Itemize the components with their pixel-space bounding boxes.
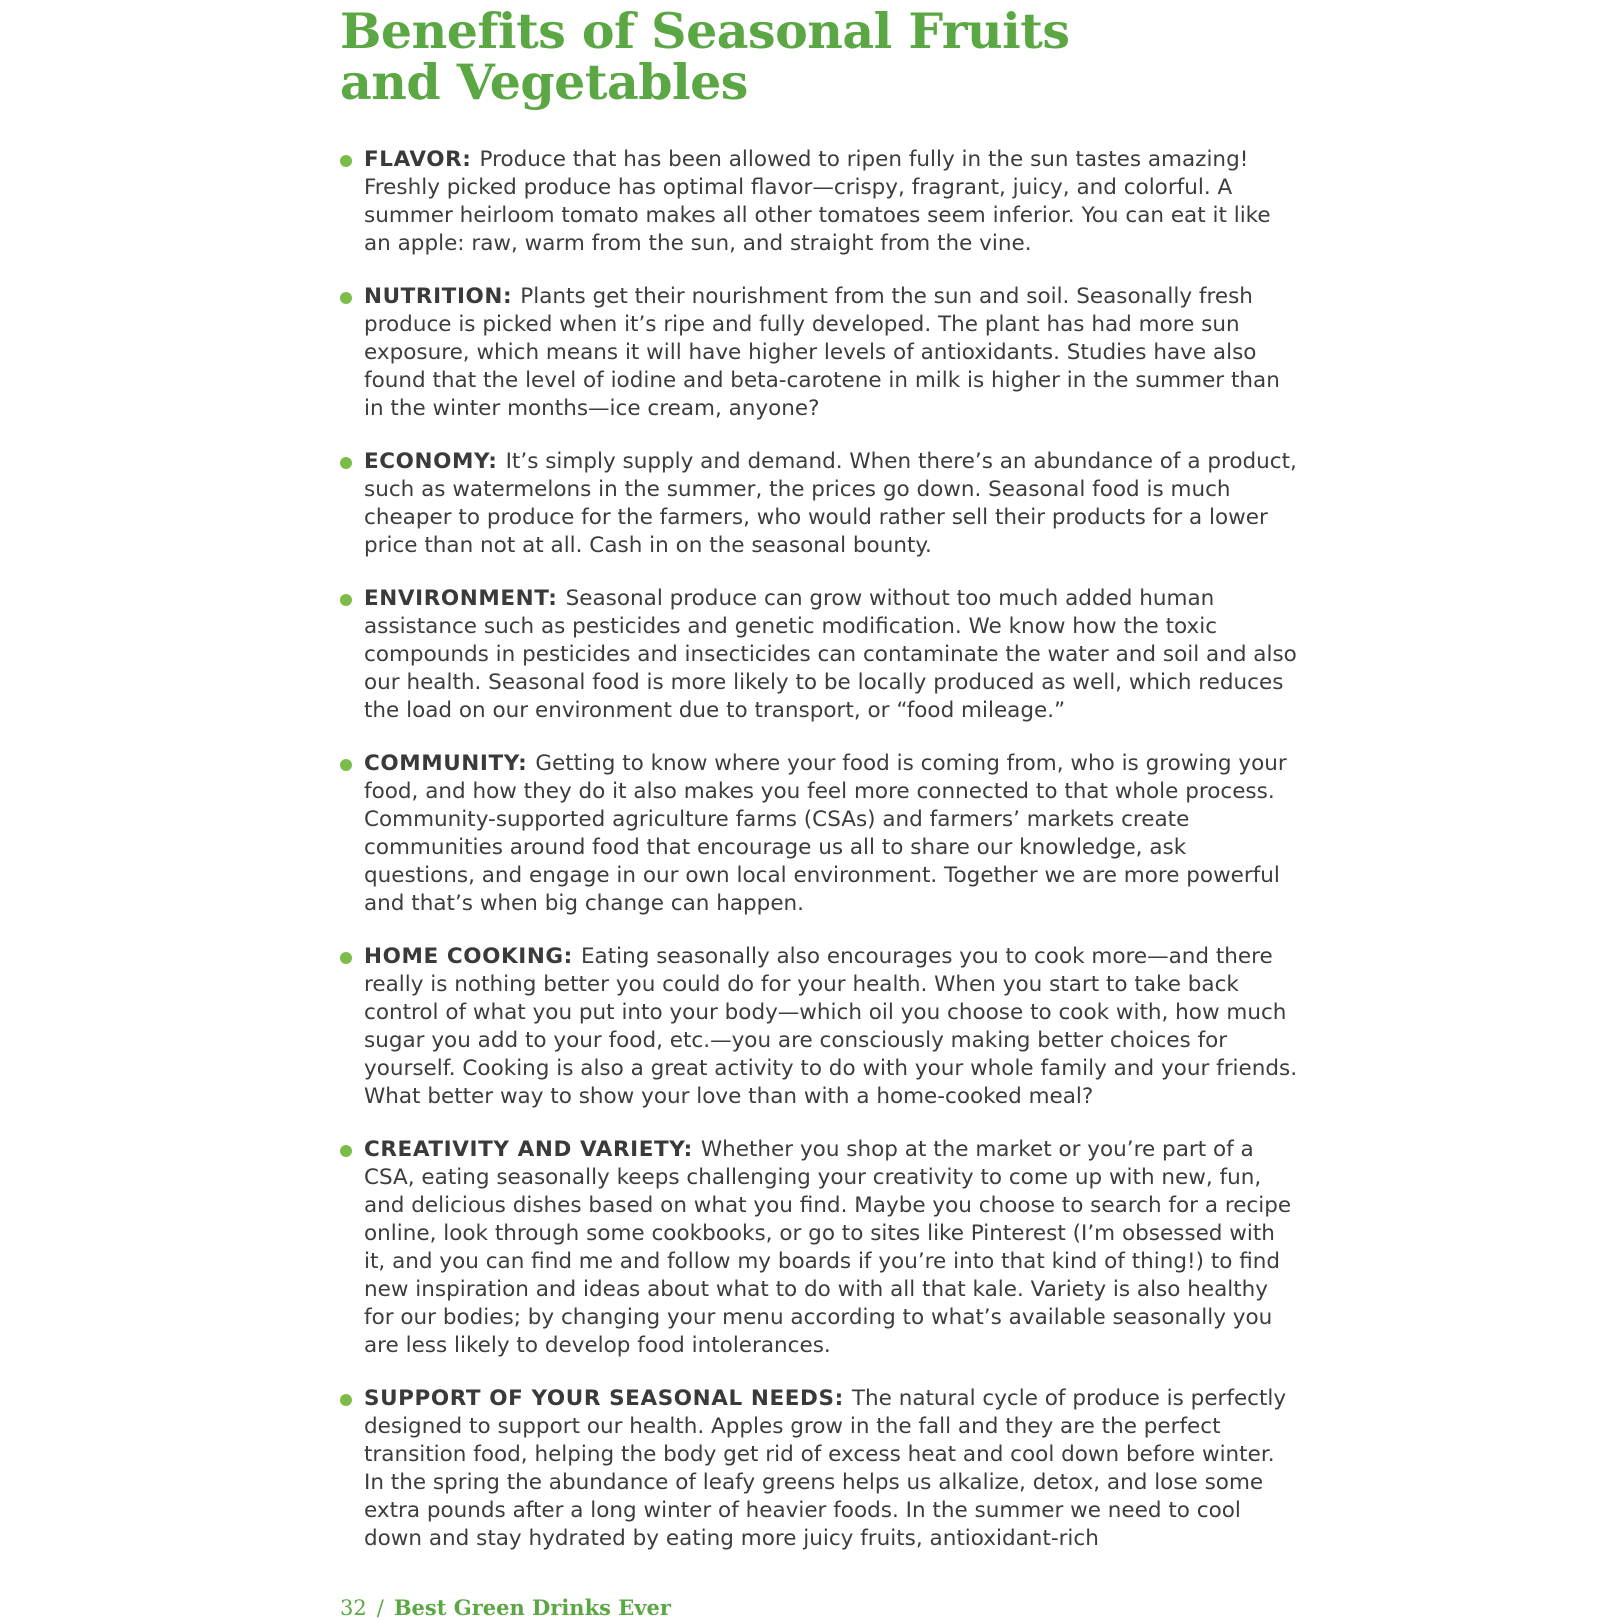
bullet-dot-icon: [340, 292, 352, 304]
item-text: Eating seasonally also encourages you to cook more—and there really is nothing better you could do for your health. When you start to take back control of what you put into your body—which oil you choose to cook with, how much sugar you add to your food, etc.—you are consciously making better choices for yourself. Cooking is also a great activity to do with your whole family and your friends. What better way to show your love than with a home-cooked meal?: [364, 944, 1298, 1109]
bullet-dot-icon: [340, 952, 352, 964]
bullet-dot-icon: [340, 457, 352, 469]
footer-separator: /: [376, 1596, 384, 1620]
item-label: NUTRITION:: [364, 284, 521, 309]
list-item: [340, 943, 1300, 1111]
item-text: Seasonal produce can grow without too much added human assistance such as pesticides and genetic modification. We know how the toxic compounds in pesticides and insecticides can contaminate the water and soil and also our health. Seasonal food is more likely to be locally produced as well, which reduces the load on our environment due to transport, or “food mileage.”: [364, 586, 1297, 723]
list-item: [340, 585, 1300, 725]
bullet-dot-icon: [340, 594, 352, 606]
page-title: [340, 2, 1140, 111]
list-item: [340, 750, 1300, 918]
item-text: Plants get their nourishment from the sun and soil. Seasonally fresh produce is picked when it’s ripe and fully developed. The plant has had more sun exposure, which means it will have higher levels of antioxidants. Studies have also found that the level of iodine and beta-carotene in milk is higher in the summer than in the winter months—ice cream, anyone?: [364, 284, 1280, 421]
item-label: ECONOMY:: [364, 449, 506, 474]
page-footer: [340, 1596, 671, 1620]
item-label: ENVIRONMENT:: [364, 586, 566, 611]
bullet-dot-icon: [340, 1394, 352, 1406]
page-title-line-2: and Vegetables: [340, 53, 748, 111]
item-label: FLAVOR:: [364, 147, 480, 172]
bullet-dot-icon: [340, 155, 352, 167]
bullet-dot-icon: [340, 1145, 352, 1157]
item-text: It’s simply supply and demand. When there’s an abundance of a product, such as watermelons in the summer, the prices go down. Seasonal food is much cheaper to produce for the farmers, who would rather sell their products for a lower price than not at all. Cash in on the seasonal bounty.: [364, 449, 1297, 558]
bullet-dot-icon: [340, 759, 352, 771]
list-item: [340, 1385, 1300, 1553]
page-title-line-1: Benefits of Seasonal Fruits: [340, 2, 1070, 60]
list-item: [340, 146, 1300, 258]
item-text: Getting to know where your food is coming from, who is growing your food, and how they do it also makes you feel more connected to that whole process. Community-supported agriculture farms (CSAs) and farmers’ markets create communities around food that encourage us all to share our knowledge, ask questions, and engage in our own local environment. Together we are more powerful and that’s when big change can happen.: [364, 751, 1287, 916]
item-label: SUPPORT OF YOUR SEASONAL NEEDS:: [364, 1386, 852, 1411]
item-label: COMMUNITY:: [364, 751, 536, 776]
page-number: 32: [340, 1596, 367, 1620]
item-text: Produce that has been allowed to ripen fully in the sun tastes amazing! Freshly picked produce has optimal flavor—crispy, fragrant, juicy, and colorful. A summer heirloom tomato makes all other tomatoes seem inferior. You can eat it like an apple: raw, warm from the sun, and straight from the vine.: [364, 147, 1271, 256]
list-item: [340, 283, 1300, 423]
item-label: CREATIVITY AND VARIETY:: [364, 1137, 701, 1162]
item-label: HOME COOKING:: [364, 944, 581, 969]
book-title: Best Green Drinks Ever: [393, 1595, 671, 1620]
list-item: [340, 1136, 1300, 1360]
item-text: The natural cycle of produce is perfectly designed to support our health. Apples grow in the fall and they are the perfect transition food, helping the body get rid of excess heat and cool down before winter. In the spring the abundance of leafy greens helps us alkalize, detox, and lose some extra pounds after a long winter of heavier foods. In the summer we need to cool down and stay hydrated by eating more juicy fruits, antioxidant-rich: [364, 1386, 1287, 1551]
benefits-list: [340, 146, 1300, 1578]
list-item: [340, 448, 1300, 560]
item-text: Whether you shop at the market or you’re part of a CSA, eating seasonally keeps challenging your creativity to come up with new, fun, and delicious dishes based on what you find. Maybe you choose to search for a recipe online, look through some cookbooks, or go to sites like Pinterest (I’m obsessed with it, and you can find me and follow my boards if you’re into that kind of thing!) to find new inspiration and ideas about what to do with all that kale. Variety is also healthy for our bodies; by changing your menu according to what’s available seasonally you are less likely to develop food intolerances.: [364, 1137, 1292, 1358]
